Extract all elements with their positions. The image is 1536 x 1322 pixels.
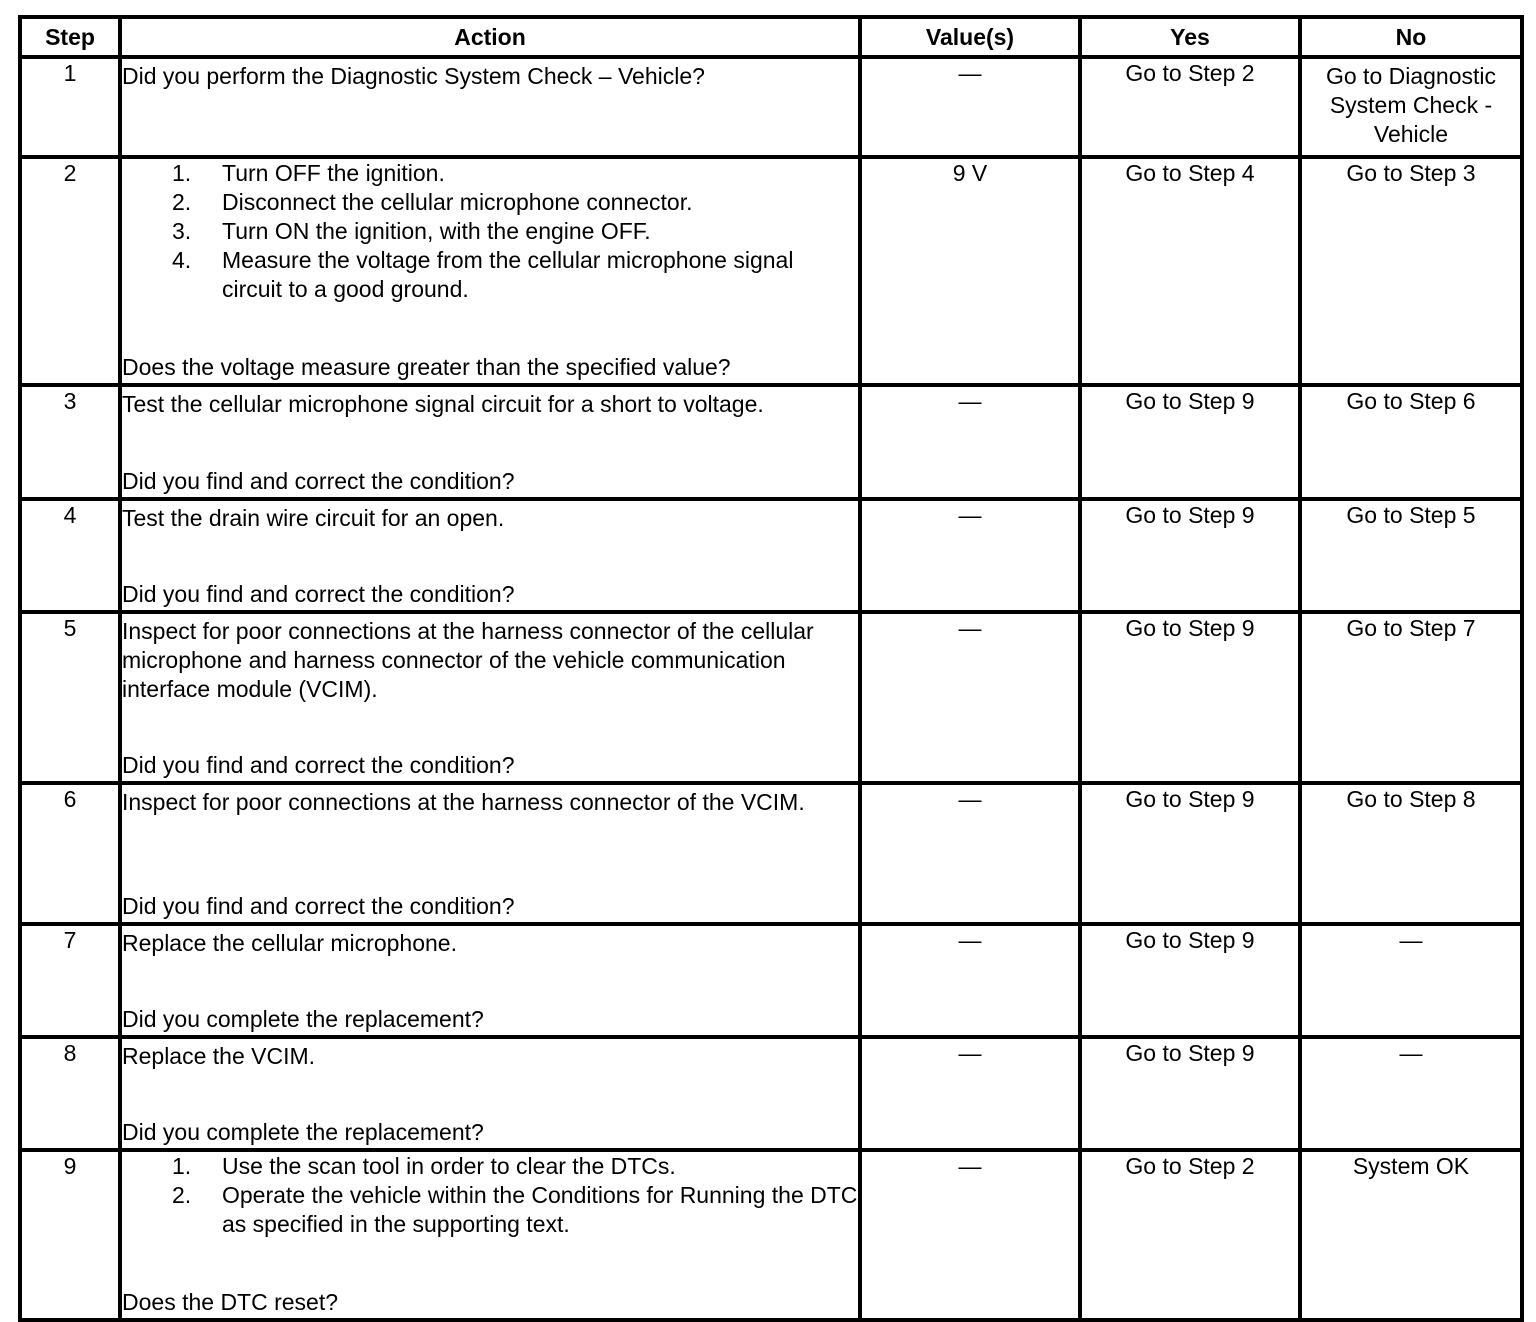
- value-cell: —: [860, 57, 1080, 157]
- action-question: Does the DTC reset?: [122, 1289, 339, 1315]
- step-number: 6: [20, 783, 120, 924]
- action-question: Did you find and correct the condition?: [122, 581, 515, 607]
- value-cell: 9 V: [860, 157, 1080, 385]
- table-row: [20, 924, 1522, 1037]
- yes-cell: Go to Step 9: [1080, 385, 1300, 499]
- table-row: [20, 1037, 1522, 1150]
- value-cell: —: [860, 924, 1080, 1037]
- action-cell: [120, 499, 860, 612]
- diagnostic-table: [18, 15, 1524, 1322]
- step-number: 9: [20, 1150, 120, 1320]
- table-row: [20, 783, 1522, 924]
- list-item: 3. Turn ON the ignition, with the engine OFF.: [172, 218, 651, 244]
- step-number: 4: [20, 499, 120, 612]
- step-number: 7: [20, 924, 120, 1037]
- list-item: 2. Disconnect the cellular microphone connector.: [172, 189, 693, 215]
- list-item: 1. Turn OFF the ignition.: [172, 160, 445, 186]
- step-number: 8: [20, 1037, 120, 1150]
- value-cell: —: [860, 499, 1080, 612]
- yes-cell: Go to Step 9: [1080, 783, 1300, 924]
- action-cell: [120, 1037, 860, 1150]
- no-cell: Go to Step 7: [1300, 612, 1522, 783]
- action-cell: [120, 157, 860, 385]
- action-question: Did you find and correct the condition?: [122, 893, 515, 919]
- no-cell: Go to Step 8: [1300, 783, 1522, 924]
- yes-cell: Go to Step 2: [1080, 1150, 1300, 1320]
- action-text: Test the drain wire circuit for an open.: [122, 505, 505, 531]
- table-row: [20, 1150, 1522, 1320]
- step-number: 2: [20, 157, 120, 385]
- value-cell: —: [860, 1037, 1080, 1150]
- action-cell: [120, 1150, 860, 1320]
- action-text: Test the cellular microphone signal circuit for a short to voltage.: [122, 391, 764, 417]
- list-item: 1. Use the scan tool in order to clear the DTCs.: [172, 1153, 676, 1179]
- action-question: Did you find and correct the condition?: [122, 752, 515, 778]
- action-question: Did you complete the replacement?: [122, 1006, 484, 1032]
- no-cell: Go to Step 3: [1300, 157, 1522, 385]
- yes-cell: Go to Step 2: [1080, 57, 1300, 157]
- header-no: No: [1300, 17, 1522, 57]
- action-cell: [120, 924, 860, 1037]
- action-text: Did you perform the Diagnostic System Check – Vehicle?: [122, 63, 705, 89]
- no-cell: Go to Diagnostic System Check - Vehicle: [1300, 57, 1522, 157]
- action-text: Replace the cellular microphone.: [122, 930, 457, 956]
- action-steps-list: [122, 159, 858, 304]
- table-row: [20, 499, 1522, 612]
- header-row: [20, 17, 1522, 57]
- list-item: 4. Measure the voltage from the cellular microphone signal circuit to a good ground.: [172, 247, 794, 302]
- yes-cell: Go to Step 9: [1080, 499, 1300, 612]
- no-cell: Go to Step 5: [1300, 499, 1522, 612]
- no-cell: —: [1300, 924, 1522, 1037]
- value-cell: —: [860, 612, 1080, 783]
- no-cell: Go to Step 6: [1300, 385, 1522, 499]
- yes-cell: Go to Step 9: [1080, 612, 1300, 783]
- value-cell: —: [860, 385, 1080, 499]
- yes-cell: Go to Step 9: [1080, 924, 1300, 1037]
- yes-cell: Go to Step 9: [1080, 1037, 1300, 1150]
- step-number: 1: [20, 57, 120, 157]
- header-yes: Yes: [1080, 17, 1300, 57]
- table-row: [20, 57, 1522, 157]
- no-cell: System OK: [1300, 1150, 1522, 1320]
- action-text: Replace the VCIM.: [122, 1043, 316, 1069]
- header-step: Step: [20, 17, 120, 57]
- action-cell: [120, 612, 860, 783]
- action-steps-list: [122, 1152, 858, 1239]
- yes-cell: Go to Step 4: [1080, 157, 1300, 385]
- action-text: Inspect for poor connections at the harness connector of the VCIM.: [122, 789, 805, 815]
- step-number: 5: [20, 612, 120, 783]
- step-number: 3: [20, 385, 120, 499]
- value-cell: —: [860, 1150, 1080, 1320]
- action-cell: [120, 57, 860, 157]
- header-values: Value(s): [860, 17, 1080, 57]
- header-action: Action: [120, 17, 860, 57]
- action-cell: [120, 783, 860, 924]
- value-cell: —: [860, 783, 1080, 924]
- table-row: [20, 385, 1522, 499]
- action-cell: [120, 385, 860, 499]
- action-text: Inspect for poor connections at the harness connector of the cellular microphone and harness connector of the vehicle communication interface module (VCIM).: [122, 618, 814, 702]
- action-question: Did you complete the replacement?: [122, 1119, 484, 1145]
- list-item: 2. Operate the vehicle within the Conditions for Running the DTC as specified in the supporting text.: [172, 1182, 858, 1237]
- table-row: [20, 612, 1522, 783]
- table-row: [20, 157, 1522, 385]
- action-question: Did you find and correct the condition?: [122, 468, 515, 494]
- action-question: Does the voltage measure greater than the specified value?: [122, 354, 731, 380]
- no-cell: —: [1300, 1037, 1522, 1150]
